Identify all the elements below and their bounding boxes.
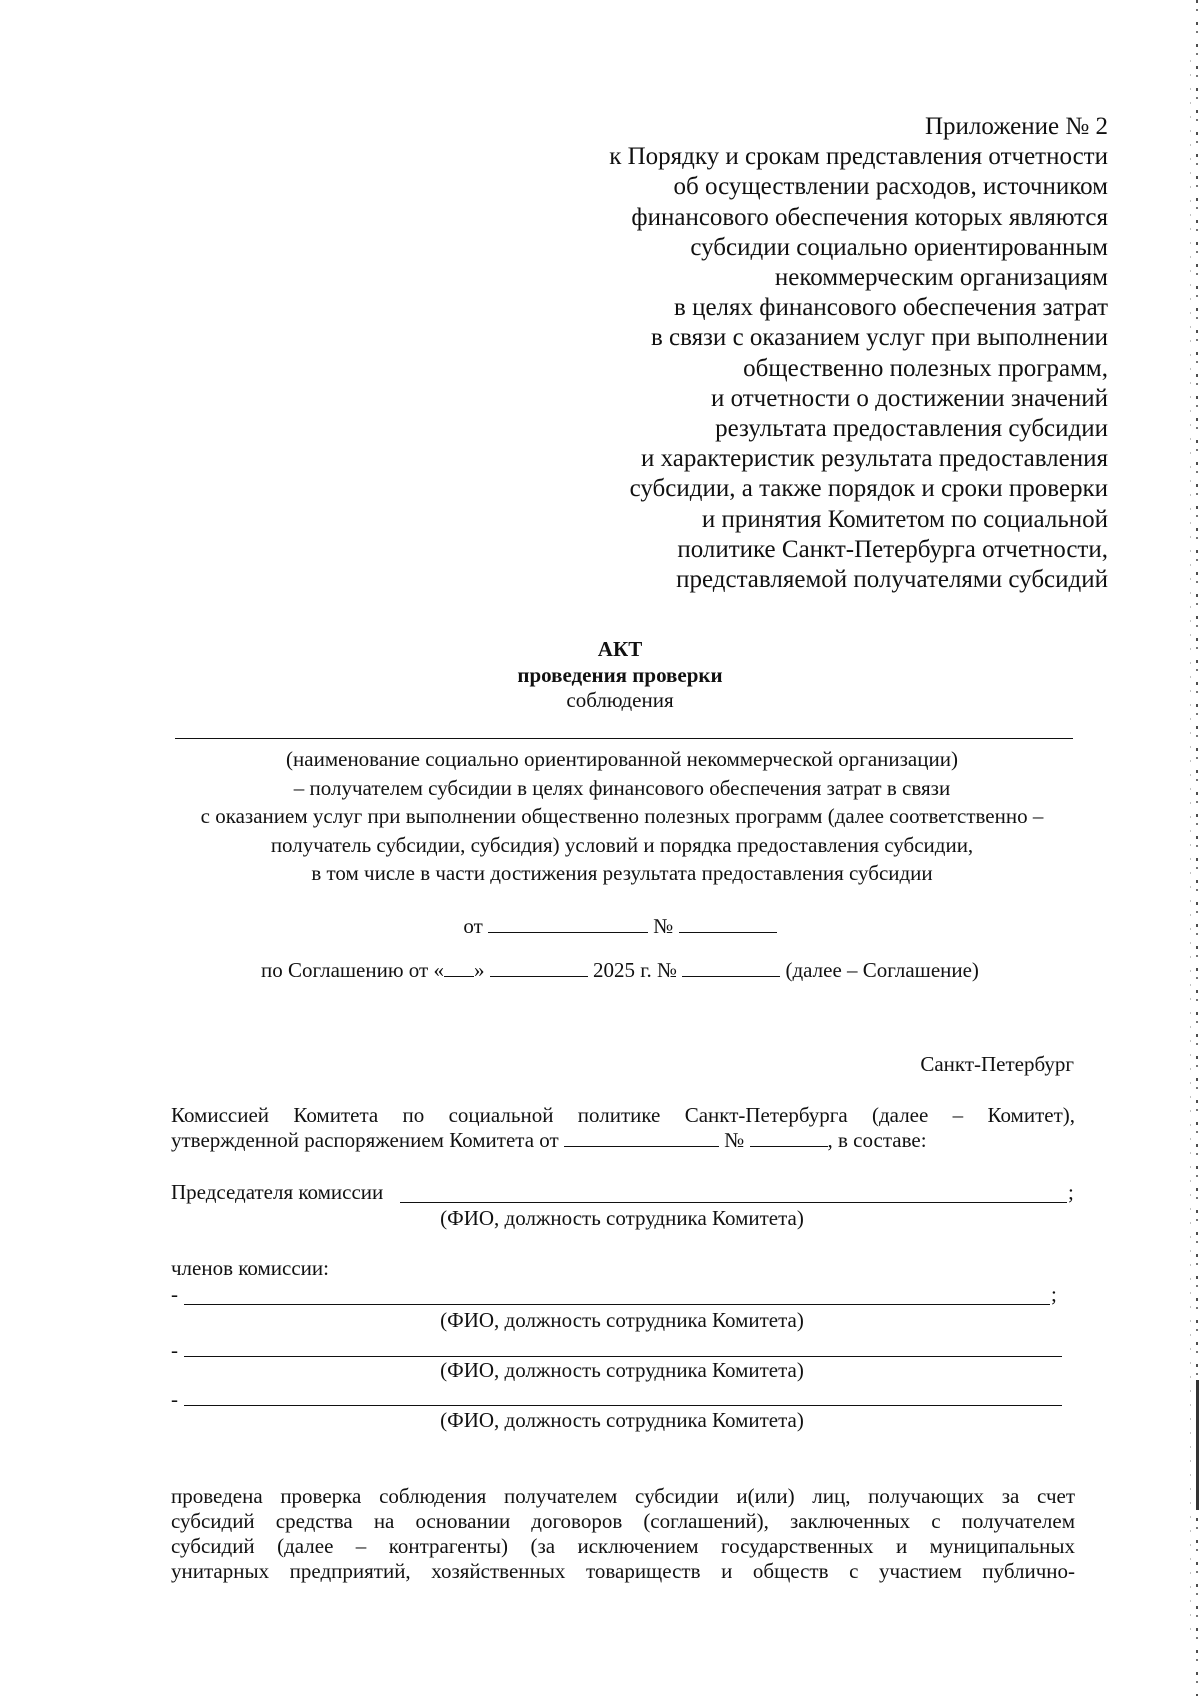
order-number-label: № bbox=[724, 1128, 745, 1152]
members-label: членов комиссии: bbox=[171, 1256, 329, 1280]
appendix-line: общественно полезных программ, bbox=[743, 354, 1108, 382]
appendix-line: об осуществлении расходов, источником bbox=[673, 173, 1108, 201]
city: Санкт-Петербург bbox=[920, 1052, 1074, 1076]
appendix-header bbox=[609, 112, 1108, 595]
conclusion-paragraph bbox=[171, 1484, 1075, 1584]
agreement-line bbox=[170, 958, 1070, 983]
from-label: от bbox=[463, 914, 483, 938]
agreement-day-blank[interactable] bbox=[444, 958, 474, 977]
org-desc-line: в том числе в части достижения результата предоставления субсидии bbox=[311, 861, 933, 885]
appendix-line: к Порядку и срокам представления отчетности bbox=[609, 143, 1108, 171]
appendix-line: и характеристик результата предоставления bbox=[640, 445, 1108, 473]
appendix-line: субсидии социально ориентированным bbox=[690, 233, 1108, 261]
org-desc-line: с оказанием услуг при выполнении общественно полезных программ (далее соответственно – bbox=[200, 804, 1044, 828]
act-date-blank[interactable] bbox=[488, 914, 648, 933]
commission-line-2 bbox=[171, 1128, 1075, 1153]
conclusion-line: проведена проверка соблюдения получателем субсидии и(или) лиц, получающих за счет bbox=[171, 1484, 1075, 1508]
appendix-line: Приложение № 2 bbox=[924, 113, 1108, 140]
appendix-line: в связи с оказанием услуг при выполнении bbox=[650, 324, 1108, 352]
chairman-caption: (ФИО, должность сотрудника Комитета) bbox=[440, 1206, 804, 1230]
scan-edge-artifact bbox=[1196, 1380, 1199, 1510]
commission-paragraph bbox=[171, 1103, 1075, 1153]
member-2-caption: (ФИО, должность сотрудника Комитета) bbox=[440, 1358, 804, 1382]
org-desc-line: получатель субсидии, субсидия) условий и порядка предоставления субсидии, bbox=[270, 832, 974, 857]
member-3-name-blank[interactable] bbox=[184, 1405, 1062, 1406]
agreement-suffix: (далее – Соглашение) bbox=[785, 958, 979, 982]
appendix-line: политике Санкт-Петербурга отчетности, bbox=[677, 535, 1108, 563]
chairman-label: Председателя комиссии bbox=[171, 1180, 384, 1204]
agreement-month-blank[interactable] bbox=[490, 958, 588, 977]
act-date-number-line bbox=[170, 914, 1070, 939]
appendix-line: и отчетности о достижении значений bbox=[710, 384, 1108, 412]
conclusion-line: унитарных предприятий, хозяйственных товариществ и обществ с участием публично- bbox=[171, 1559, 1075, 1583]
scan-edge-artifact bbox=[1190, 60, 1191, 1640]
appendix-line: и принятия Комитетом по социальной bbox=[701, 505, 1108, 533]
act-subtitle: проведения проверки bbox=[517, 663, 723, 687]
org-desc-line: – получателем субсидии в целях финансового обеспечения затрат в связи bbox=[293, 775, 951, 800]
act-subtitle-2: соблюдения bbox=[566, 688, 674, 712]
commission-order-prefix: утвержденной распоряжением Комитета от bbox=[171, 1128, 559, 1152]
organization-description bbox=[170, 745, 1074, 888]
member-dash: - bbox=[171, 1282, 178, 1306]
appendix-line: некоммерческим организациям bbox=[774, 264, 1108, 292]
agreement-close-quote: » bbox=[473, 958, 485, 982]
appendix-line: в целях финансового обеспечения затрат bbox=[674, 294, 1108, 322]
chairman-semicolon: ; bbox=[1068, 1180, 1074, 1204]
commission-line-1: Комиссией Комитета по социальной политике Санкт-Петербурга (далее – Комитет), bbox=[171, 1103, 1075, 1127]
agreement-year: 2025 г. № bbox=[592, 958, 677, 982]
appendix-line: финансового обеспечения которых являются bbox=[631, 203, 1108, 231]
appendix-line: результата предоставления субсидии bbox=[715, 415, 1108, 443]
number-label: № bbox=[653, 914, 674, 938]
agreement-prefix: по Соглашению от « bbox=[261, 958, 444, 982]
organization-name-blank[interactable] bbox=[175, 738, 1073, 739]
org-desc-line: (наименование социально ориентированной некоммерческой организации) bbox=[286, 747, 958, 771]
conclusion-line: субсидий (далее – контрагенты) (за исключением государственных и муниципальных bbox=[171, 1534, 1075, 1558]
appendix-line: субсидии, а также порядок и сроки проверки bbox=[629, 475, 1108, 503]
chairman-name-blank[interactable] bbox=[400, 1202, 1067, 1203]
order-date-blank[interactable] bbox=[564, 1128, 719, 1147]
member-1-semicolon: ; bbox=[1051, 1282, 1057, 1306]
member-2-name-blank[interactable] bbox=[184, 1356, 1062, 1357]
member-dash: - bbox=[171, 1338, 178, 1362]
appendix-line: представляемой получателями субсидий bbox=[676, 566, 1108, 594]
member-3-caption: (ФИО, должность сотрудника Комитета) bbox=[440, 1408, 804, 1432]
member-1-caption: (ФИО, должность сотрудника Комитета) bbox=[440, 1308, 804, 1332]
order-number-blank[interactable] bbox=[750, 1128, 828, 1147]
act-number-blank[interactable] bbox=[679, 914, 777, 933]
member-dash: - bbox=[171, 1387, 178, 1411]
member-1-name-blank[interactable] bbox=[184, 1304, 1050, 1305]
act-title: АКТ bbox=[597, 637, 643, 661]
commission-suffix: , в составе: bbox=[827, 1128, 927, 1152]
agreement-number-blank[interactable] bbox=[682, 958, 780, 977]
conclusion-line: субсидий средства на основании договоров (соглашений), заключенных с получателем bbox=[171, 1509, 1075, 1533]
